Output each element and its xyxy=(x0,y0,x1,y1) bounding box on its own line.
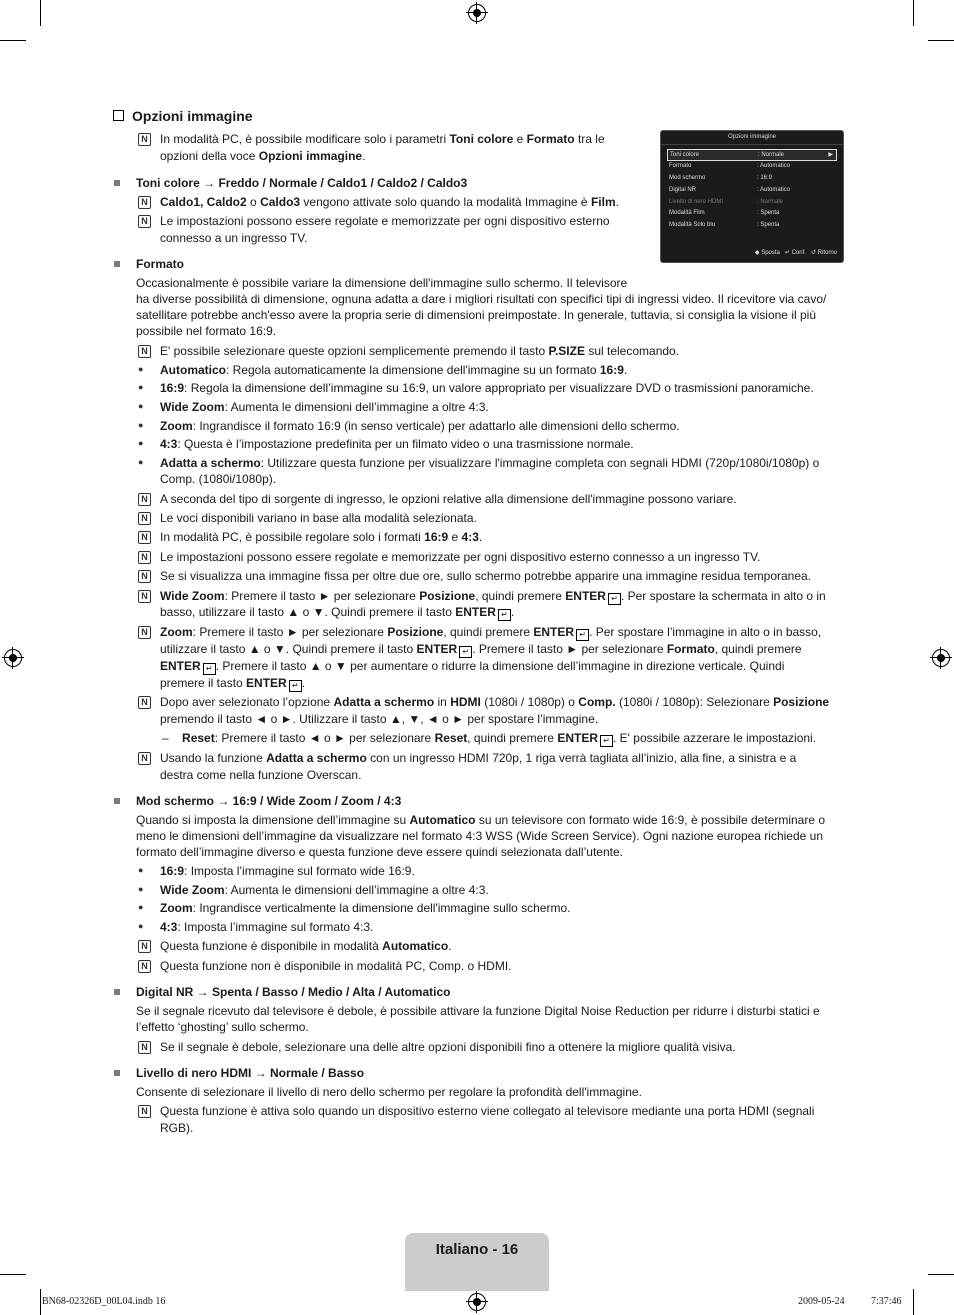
note-text: opzioni della voce Opzioni immagine. xyxy=(160,149,366,163)
note-icon: N xyxy=(138,196,151,209)
paragraph-line: Consente di selezionare il livello di nero dello schermo per regolare la profondità dell'immagine. xyxy=(136,1085,642,1099)
osd-row: Digital NR : Automatico xyxy=(669,187,791,193)
list-item: Comp. (1080i/1080p). xyxy=(160,472,277,486)
note-text: A seconda del tipo di sorgente di ingresso, le opzioni relative alla dimensione dell'immagine possono variare. xyxy=(160,492,737,506)
crop-mark xyxy=(0,40,26,41)
note-text: RGB). xyxy=(160,1121,194,1135)
note-text: Se il segnale è debole, selezionare una delle altre opzioni disponibili fino a ottenere la migliore qualità visiva. xyxy=(160,1040,736,1054)
list-item: 16:9: Regola la dimensione dell’immagine su 16:9, un valore appropriato per visualizzare DVD o trasmissioni panoramiche. xyxy=(160,381,814,395)
note-text: In modalità PC, è possibile modificare solo i parametri Toni colore e Formato tra le xyxy=(160,132,605,146)
note-text: utilizzare il tasto ▲ o ▼. Quindi premere il tasto ENTER ↵ . Premere il tasto ► per selezionare Formato, quindi premere xyxy=(160,642,802,656)
section-title: Opzioni immagine xyxy=(113,108,253,124)
arrow-right-icon: ▶ xyxy=(828,152,833,158)
section-bullet-icon xyxy=(114,180,120,186)
note-text: Questa funzione non è disponibile in modalità PC, Comp. o HDMI. xyxy=(160,959,512,973)
bullet-icon: ● xyxy=(138,902,144,912)
paragraph-line: meno le dimensioni dell’immagine da visualizzare nel formato 4:3 WSS (Wide Screen Service). Ogni nazione europea richiede un xyxy=(136,829,824,843)
note-text: Le impostazioni possono essere regolate e memorizzate per ogni dispositivo esterno xyxy=(160,214,610,228)
note-icon: N xyxy=(138,551,151,564)
list-item: Zoom: Ingrandisce il formato 16:9 (in senso verticale) per adattarlo alle dimensioni dello schermo. xyxy=(160,419,680,433)
note-text: Questa funzione è disponibile in modalità Automatico. xyxy=(160,939,452,953)
enter-icon: ↵ xyxy=(289,680,302,692)
dash-item: – Reset: Premere il tasto ◄ o ► per selezionare Reset, quindi premere ENTER ↵ . E' possibile azzerare le impostazioni. xyxy=(162,731,817,745)
osd-row: Modalità Solo blu : Spenta xyxy=(669,222,780,228)
note-text: Le impostazioni possono essere regolate e memorizzate per ogni dispositivo esterno connesso a un ingresso TV. xyxy=(160,550,761,564)
checkbox-square-icon xyxy=(113,110,124,121)
note-text: Caldo1, Caldo2 o Caldo3 vengono attivate solo quando la modalità Immagine è Film. xyxy=(160,195,619,209)
subsection-heading: Toni colore → Freddo / Normale / Caldo1 / Caldo2 / Caldo3 xyxy=(136,176,468,190)
note-icon: N xyxy=(138,960,151,973)
note-icon: N xyxy=(138,696,151,709)
note-icon: N xyxy=(138,531,151,544)
enter-icon: ↵ xyxy=(498,609,511,621)
note-icon: N xyxy=(138,570,151,583)
bullet-icon: ● xyxy=(138,921,144,931)
note-icon: N xyxy=(138,1041,151,1054)
note-text: Wide Zoom: Premere il tasto ► per selezionare Posizione, quindi premere ENTER ↵ . Per spostare la schermata in alto o in xyxy=(160,589,826,603)
note-icon: N xyxy=(138,752,151,765)
subsection-heading: Livello di nero HDMI → Normale / Basso xyxy=(136,1066,365,1080)
section-bullet-icon xyxy=(114,798,120,804)
paragraph-line: Se il segnale ricevuto dal televisore è debole, è possibile attivare la funzione Digital Noise Reduction per ridurre i disturbi statici e xyxy=(136,1004,820,1018)
crop-mark xyxy=(40,1289,41,1315)
list-item: 4:3: Questa è l’impostazione predefinita per un filmato video o una trasmissione normale. xyxy=(160,437,634,451)
note-text: Questa funzione è attiva solo quando un dispositivo esterno viene collegato al televisore mediante una porta HDMI (segnali xyxy=(160,1104,815,1118)
print-time: 7:37:46 xyxy=(871,1296,902,1307)
enter-icon: ↵ xyxy=(203,663,216,675)
note-text: connesso a un ingresso TV. xyxy=(160,231,308,245)
note-text: In modalità PC, è possibile regolare solo i formati 16:9 e 4:3. xyxy=(160,530,483,544)
remote-note-icon: N xyxy=(138,345,151,358)
enter-icon: ↵ xyxy=(784,250,790,256)
osd-row: Livello di nero HDMI : Normale xyxy=(669,199,784,205)
crop-mark xyxy=(928,40,954,41)
note-icon: N xyxy=(138,1105,151,1118)
print-file-info: BN68-02326D_00L04.indb 16 xyxy=(42,1296,166,1307)
note-icon: N xyxy=(138,512,151,525)
note-text: Usando la funzione Adatta a schermo con un ingresso HDMI 720p, 1 riga verrà tagliata all’inizio, alla fine, a sinistra e a xyxy=(160,751,797,765)
page-number-tab: Italiano - 16 xyxy=(405,1233,549,1291)
note-icon: N xyxy=(138,215,151,228)
note-icon: N xyxy=(138,133,151,146)
list-item: Wide Zoom: Aumenta le dimensioni dell’immagine a oltre 4:3. xyxy=(160,883,489,897)
list-item: Adatta a schermo: Utilizzare questa funzione per visualizzare l'immagine completa con segnali HDMI (720p/1080i/1080p) o xyxy=(160,456,820,470)
paragraph-line: ha diverse possibilità di dimensione, ognuna adatta a dare i migliori risultati con specifici tipi di ingressi video. Il ricevitore via cavo/ xyxy=(136,292,827,306)
note-icon: N xyxy=(138,590,151,603)
bullet-icon: ● xyxy=(138,420,144,430)
registration-mark-icon xyxy=(468,4,486,22)
note-text: basso, utilizzare il tasto ▲ o ▼. Quindi premere il tasto ENTER ↵ . xyxy=(160,605,515,619)
note-text: Le voci disponibili variano in base alla modalità selezionata. xyxy=(160,511,477,525)
section-bullet-icon xyxy=(114,989,120,995)
list-item: 16:9: Imposta l’immagine sul formato wide 16:9. xyxy=(160,864,415,878)
osd-footer: ◆ Sposta ↵ Conf. ↺ Ritorno xyxy=(754,250,837,256)
note-text: Se si visualizza una immagine fissa per oltre due ore, sullo schermo potrebbe apparire una immagine residua temporanea. xyxy=(160,569,812,583)
enter-icon: ↵ xyxy=(576,629,589,641)
osd-title: Opzioni immagine xyxy=(661,131,843,145)
enter-icon: ↵ xyxy=(459,646,472,658)
crop-mark xyxy=(0,1274,26,1275)
note-icon: N xyxy=(138,493,151,506)
registration-mark-icon xyxy=(468,1293,486,1311)
note-text: premendo il tasto ◄ o ►. Utilizzare il tasto ▲, ▼, ◄ o ► per spostare l’immagine. xyxy=(160,712,599,726)
note-icon: N xyxy=(138,940,151,953)
subsection-heading: Mod schermo → 16:9 / Wide Zoom / Zoom / 4:3 xyxy=(136,794,402,808)
list-item: 4:3: Imposta l’immagine sul formato 4:3. xyxy=(160,920,374,934)
note-text: Zoom: Premere il tasto ► per selezionare Posizione, quindi premere ENTER ↵ . Per spostare l’immagine in alto o in basso, xyxy=(160,625,822,639)
paragraph-line: l’effetto ‘ghosting’ sullo schermo. xyxy=(136,1020,309,1034)
section-bullet-icon xyxy=(114,261,120,267)
note-text: destra come nella funzione Overscan. xyxy=(160,768,362,782)
paragraph-line: Occasionalmente è possibile variare la dimensione dell'immagine sullo schermo. Il televisore xyxy=(136,276,628,290)
note-text: Dopo aver selezionato l’opzione Adatta a schermo in HDMI (1080i / 1080p) o Comp. (1080i / 1080p): Selezionare Posizione xyxy=(160,695,830,709)
list-item: Automatico: Regola automaticamente la dimensione dell'immagine su un formato 16:9. xyxy=(160,363,628,377)
bullet-icon: ● xyxy=(138,438,144,448)
subsection-heading: Formato xyxy=(136,257,184,271)
section-bullet-icon xyxy=(114,1070,120,1076)
return-icon: ↺ xyxy=(810,250,816,256)
crop-mark xyxy=(40,0,41,26)
note-text: E' possibile selezionare queste opzioni semplicemente premendo il tasto P.SIZE sul telecomando. xyxy=(160,344,680,358)
move-icon: ◆ xyxy=(754,250,760,256)
enter-icon: ↵ xyxy=(608,593,621,605)
crop-mark xyxy=(928,1274,954,1275)
registration-mark-icon xyxy=(4,649,22,667)
osd-row: Formato : Automatico xyxy=(669,163,791,169)
note-icon: N xyxy=(138,626,151,639)
enter-icon: ↵ xyxy=(600,735,613,747)
osd-row: Toni colore : Normale ▶ xyxy=(667,149,837,161)
bullet-icon: ● xyxy=(138,401,144,411)
list-item: Wide Zoom: Aumenta le dimensioni dell’immagine a oltre 4:3. xyxy=(160,400,489,414)
bullet-icon: ● xyxy=(138,457,144,467)
osd-menu xyxy=(660,130,844,263)
crop-mark xyxy=(913,1289,914,1315)
bullet-icon: ● xyxy=(138,884,144,894)
bullet-icon: ● xyxy=(138,865,144,875)
crop-mark xyxy=(913,0,914,26)
print-date: 2009-05-24 xyxy=(798,1296,845,1307)
note-text: ENTER ↵ . Premere il tasto ▲ o ▼ per aumentare o ridurre la dimensione dell’immagine in direzione verticale. Quindi xyxy=(160,659,785,673)
paragraph-line: formato dell’immagine diverso e questa funzione deve essere quindi selezionata dall’utente. xyxy=(136,845,623,859)
bullet-icon: ● xyxy=(138,382,144,392)
osd-row: Mod schermo : 16:9 xyxy=(669,175,773,181)
subsection-heading: Digital NR → Spenta / Basso / Medio / Alta / Automatico xyxy=(136,985,451,999)
note-text: premere il tasto ENTER ↵ . xyxy=(160,676,306,690)
registration-mark-icon xyxy=(932,649,950,667)
paragraph-line: possibile nel formato 16:9. xyxy=(136,324,277,338)
list-item: Zoom: Ingrandisce verticalmente la dimensione dell'immagine sullo schermo. xyxy=(160,901,571,915)
paragraph-line: satellitare potrebbe anch'esso avere la propria serie di dimensioni preimpostate. In generale, tuttavia, si consiglia la visione il più xyxy=(136,308,816,322)
bullet-icon: ● xyxy=(138,364,144,374)
paragraph-line: Quando si imposta la dimensione dell’immagine su Automatico su un televisore con formato wide 16:9, è possibile determinare o xyxy=(136,813,826,827)
osd-row: Modalità Film : Spenta xyxy=(669,210,780,216)
